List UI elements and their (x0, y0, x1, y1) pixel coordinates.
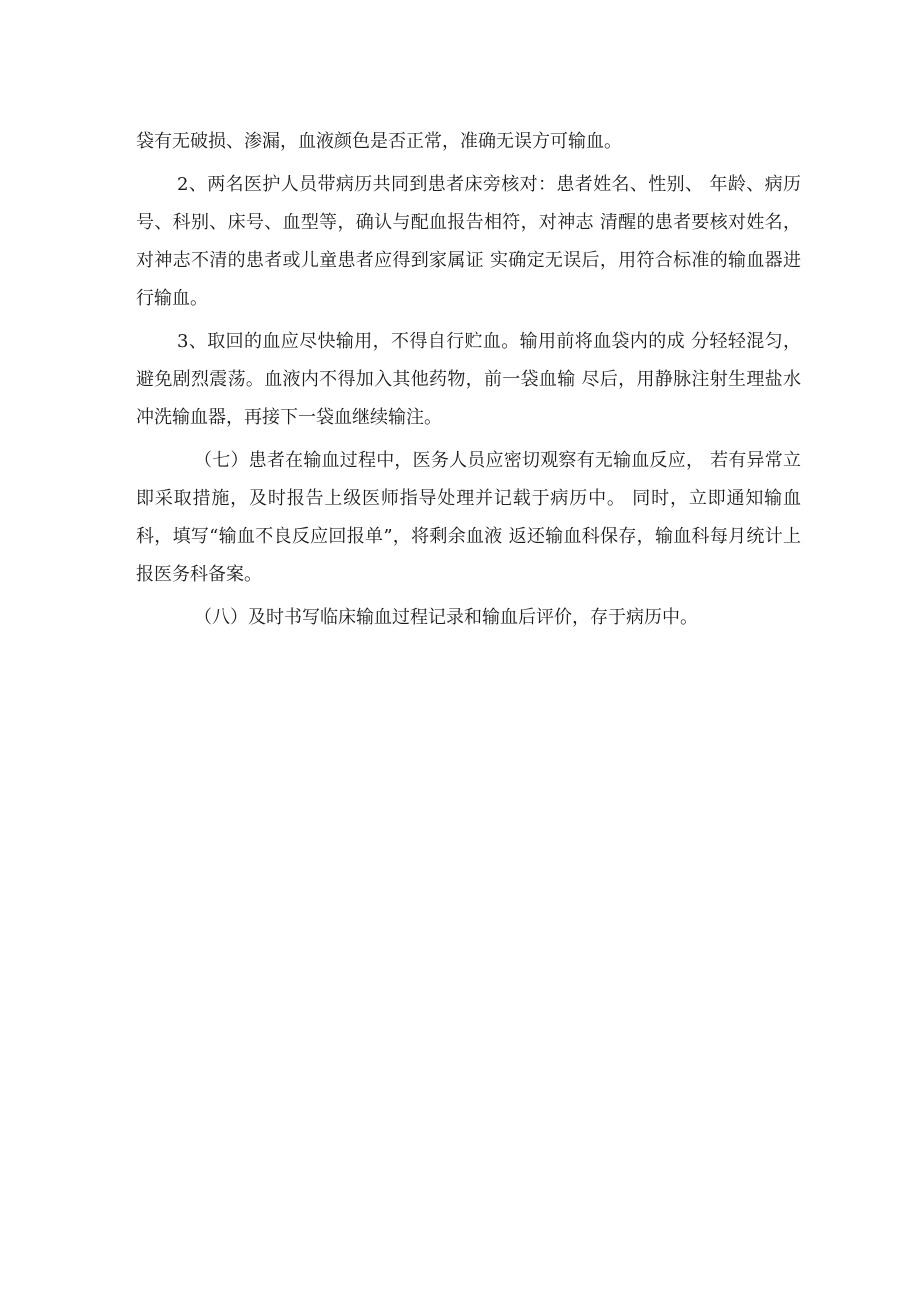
paragraph-item-2: 2、两名医护人员带病历共同到患者床旁核对：患者姓名、性别、 年龄、病历号、科别、床号、血型等，确认与配血报告相符，对神志 清醒的患者要核对姓名，对神志不清的患者或儿童患者应得到家属证 实确定无误后，用符合标准的输血器进行输血。 (136, 174, 801, 309)
paragraph-item-3: 3、取回的血应尽快输用，不得自行贮血。输用前将血袋内的成 分轻轻混匀，避免剧烈震荡。血液内不得加入其他药物，前一袋血输 尽后，用静脉注射生理盐水冲洗输血器，再接下一袋血继续输注。 (136, 331, 801, 428)
paragraph-section-8: （八）及时书写临床输血过程记录和输血后评价，存于病历中。 (194, 607, 698, 628)
paragraph-section-7: （七）患者在输血过程中，医务人员应密切观察有无输血反应， 若有异常立即采取措施，及时报告上级医师指导处理并记载于病历中。 同时，立即通知输血科，填写“输血不良反应回报单”，将剩余血液 返还输血科保存，输血科每月统计上报医务科备案。 (136, 450, 801, 585)
document-body (136, 123, 801, 642)
paragraph-continuation: 袋有无破损、渗漏，血液颜色是否正常，准确无误方可输血。 (136, 131, 622, 152)
